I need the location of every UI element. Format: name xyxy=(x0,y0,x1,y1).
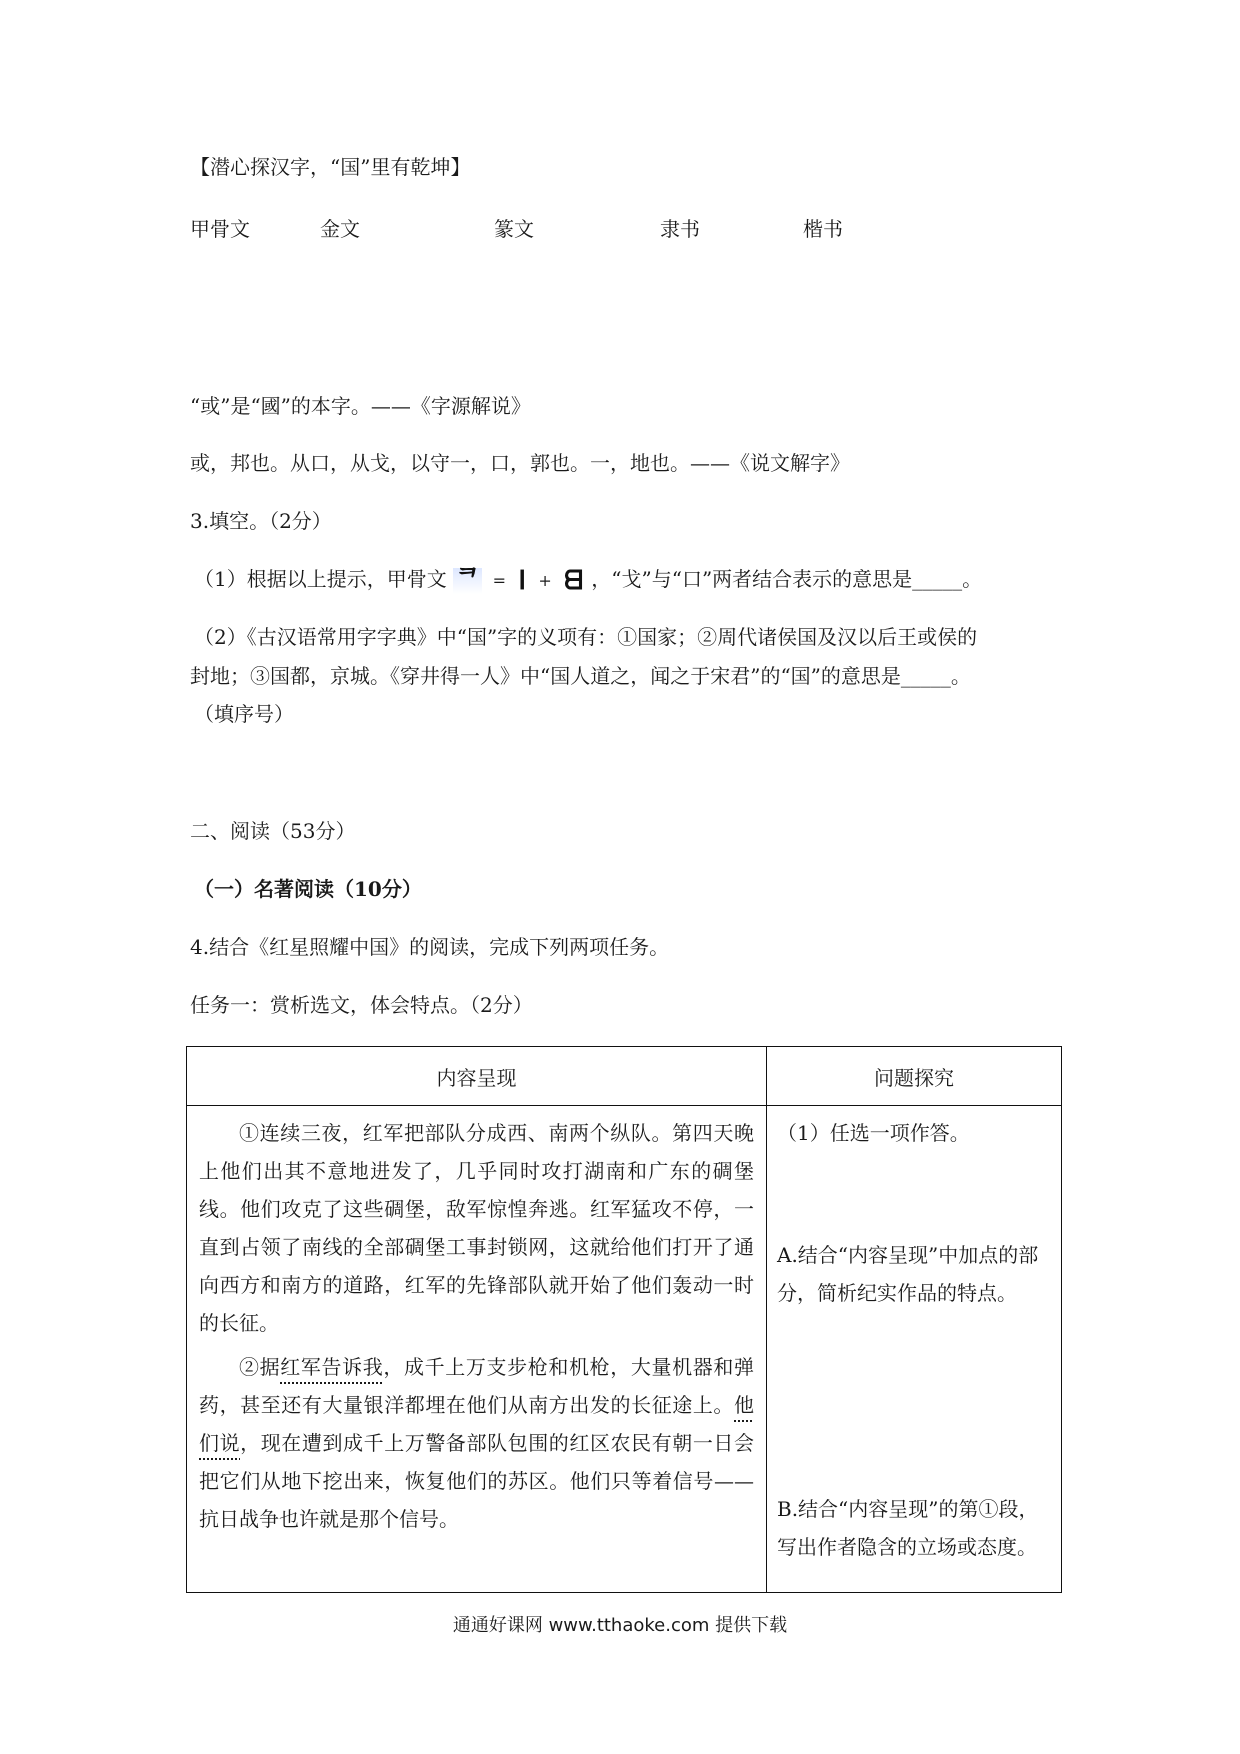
oracle-glyph-kou-icon: ᗺ xyxy=(564,565,583,596)
part-1-prefix: （1）根据以上提示，甲骨文 xyxy=(194,567,447,591)
question-1: （1）任选一项作答。 xyxy=(777,1121,970,1145)
section-2-title: 二、阅读（53分） xyxy=(190,819,356,843)
column-header-questions: 问题探究 xyxy=(767,1047,1062,1106)
question-3-part-2-line-3: （填序号） xyxy=(194,702,294,726)
footer-credit: 通通好课网 www.tthaoke.com 提供下载 xyxy=(452,1615,788,1636)
script-regular: 楷书 xyxy=(803,217,843,241)
para-2-start: ②据 xyxy=(239,1355,281,1379)
question-option-b: B.结合“内容呈现”的第①段，写出作者隐含的立场或态度。 xyxy=(777,1497,1039,1559)
question-4-title: 4.结合《红星照耀中国》的阅读，完成下列两项任务。 xyxy=(190,935,670,959)
task-table xyxy=(186,1046,1062,1593)
quote-ziyuan: “或”是“國”的本字。——《字源解说》 xyxy=(190,394,531,418)
question-3-part-1 xyxy=(194,564,982,596)
question-cell xyxy=(767,1106,1062,1593)
question-3-part-2-line-2: 封地；③国都，京城。《穿井得一人》中“国人道之，闻之于宋君”的“国”的意思是_____。 xyxy=(190,664,971,688)
content-cell xyxy=(187,1106,767,1593)
question-option-a: A.结合“内容呈现”中加点的部分，简析纪实作品的特点。 xyxy=(777,1243,1039,1305)
quote-shuowen: 或，邦也。从口，从戈，以守一，口，郭也。一，地也。——《说文解字》 xyxy=(190,451,850,475)
question-3-title: 3.填空。（2分） xyxy=(190,509,332,533)
equals-sign: = xyxy=(492,570,506,590)
section-2-sub-title: （一）名著阅读（10分） xyxy=(194,877,422,901)
para-2-middle: ，成千上万支步枪和机枪，大量机器和弹药，甚至还有大量银洋都埋在他们从南方出发的长征途上。 xyxy=(199,1355,754,1417)
script-bronze: 金文 xyxy=(320,217,360,241)
script-clerical: 隶书 xyxy=(660,217,700,241)
dotted-phrase-1: 红军告诉我 xyxy=(280,1355,384,1379)
oracle-glyph-ge-icon: Ⅰ xyxy=(518,565,527,596)
section-title: 【潜心探汉字，“国”里有乾坤】 xyxy=(190,155,471,179)
plus-sign: + xyxy=(538,570,552,590)
question-3-part-2-line-1: （2）《古汉语常用字字典》中“国”字的义项有：①国家；②周代诸侯国及汉以后王或侯的 xyxy=(194,625,978,649)
content-paragraph-1: ①连续三夜，红军把部队分成西、南两个纵队。第四天晚上他们出其不意地进发了，几乎同时攻打湖南和广东的碉堡线。他们攻克了这些碉堡，敌军惊惶奔逃。红军猛攻不停，一直到占领了南线的全部碉堡工事封锁网，这就给他们打开了通向西方和南方的道路，红军的先锋部队就开始了他们轰动一时的长征。 xyxy=(199,1121,754,1335)
dotted-phrase-2: 他们说 xyxy=(199,1393,754,1455)
script-styles-row xyxy=(0,213,1240,243)
content-paragraph-2 xyxy=(199,1348,754,1538)
oracle-glyph-huo-icon: ᄏ xyxy=(455,565,481,596)
para-2-end: ，现在遭到成千上万警备部队包围的红区农民有朝一日会把它们从地下挖出来，恢复他们的苏区。他们只等着信号——抗日战争也许就是那个信号。 xyxy=(199,1431,755,1531)
column-header-content: 内容呈现 xyxy=(187,1047,767,1106)
task-1-title: 任务一：赏析选文，体会特点。（2分） xyxy=(190,993,533,1017)
script-oracle-bone: 甲骨文 xyxy=(190,217,250,241)
part-1-suffix: ，“戈”与“口”两者结合表示的意思是_____。 xyxy=(591,567,983,591)
script-seal: 篆文 xyxy=(494,217,534,241)
